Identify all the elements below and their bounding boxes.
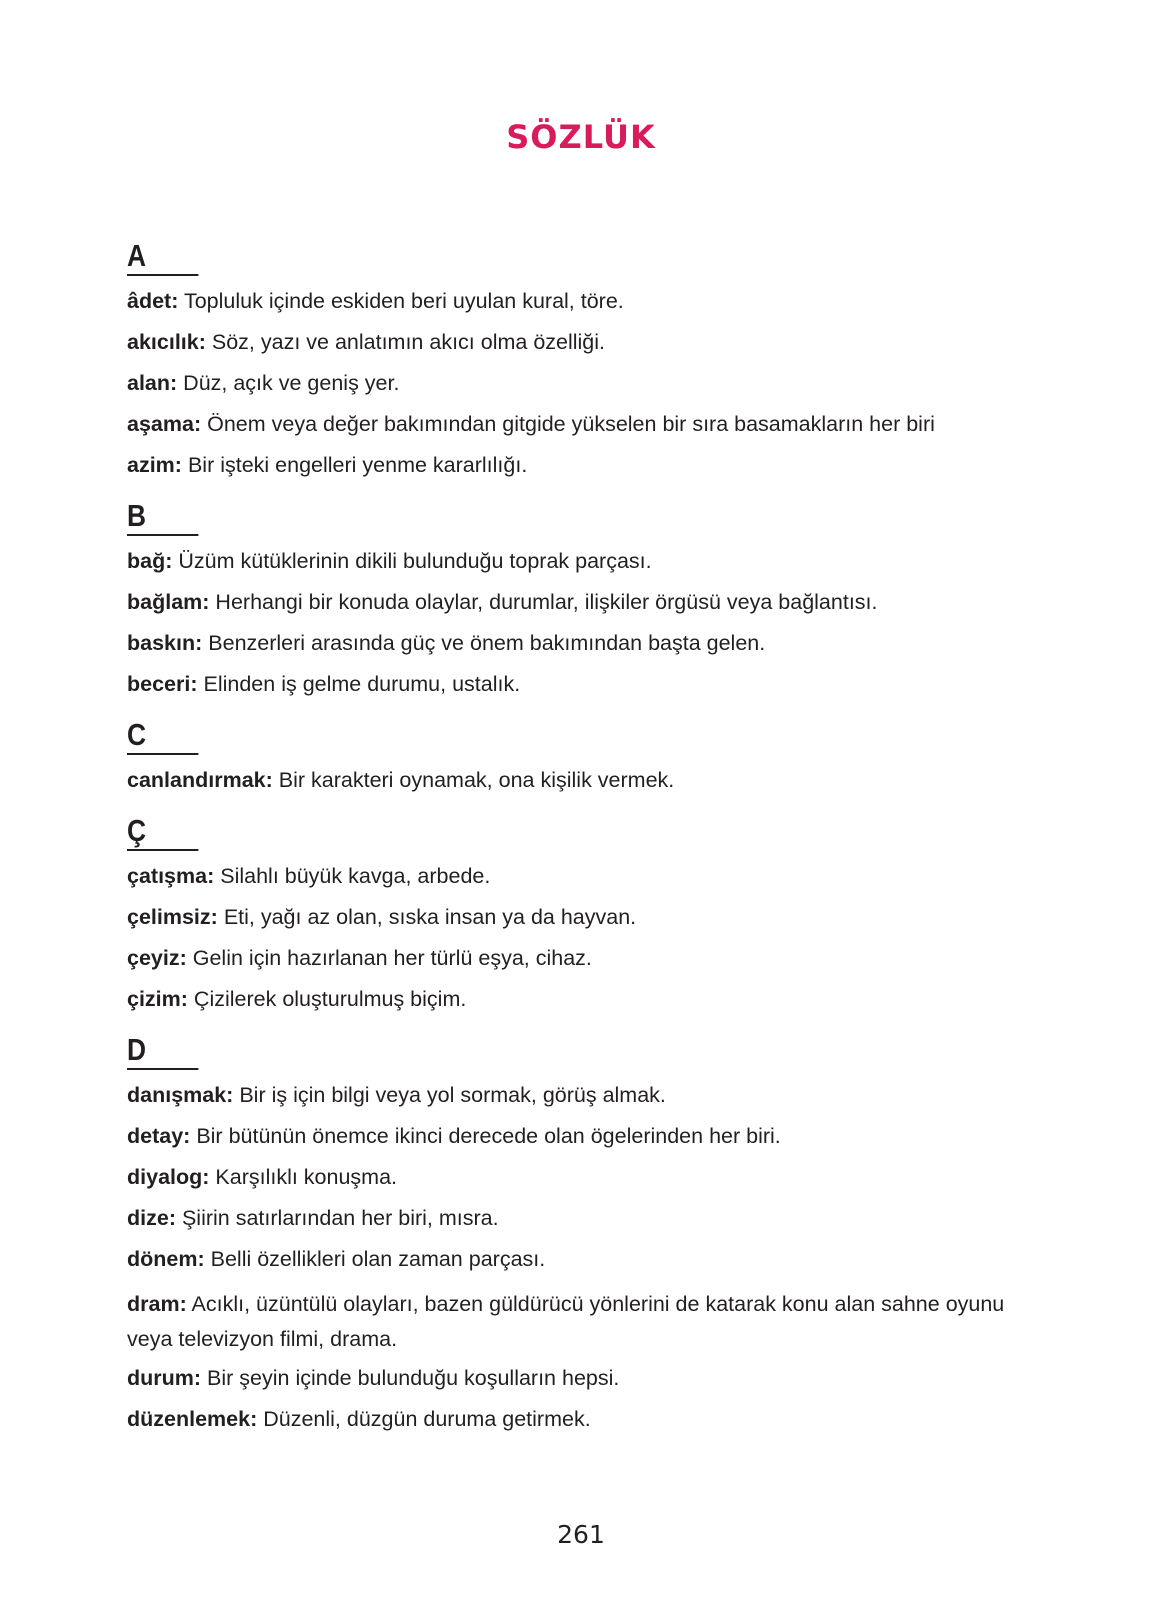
glossary-entry bbox=[127, 904, 1047, 930]
entry-term: aşama: bbox=[127, 412, 202, 436]
glossary-entry bbox=[127, 329, 1047, 355]
entry-definition: Elinden iş gelme durumu, ustalık. bbox=[203, 672, 521, 696]
section-letter: B bbox=[127, 498, 198, 536]
entry-term: dönem: bbox=[127, 1247, 205, 1271]
glossary-entry bbox=[127, 1123, 1047, 1149]
glossary-entry bbox=[127, 863, 1047, 889]
entry-definition: Topluluk içinde eskiden beri uyulan kural, töre. bbox=[183, 289, 624, 313]
section-letter: Ç bbox=[127, 813, 198, 851]
entry-term: durum: bbox=[127, 1366, 202, 1390]
glossary-entry bbox=[127, 1365, 1047, 1391]
section-letter: D bbox=[127, 1032, 198, 1070]
entry-definition: Düzenli, düzgün duruma getirmek. bbox=[263, 1407, 591, 1431]
entry-term: diyalog: bbox=[127, 1165, 210, 1189]
glossary-entry bbox=[127, 986, 1047, 1012]
glossary-entry bbox=[127, 411, 1047, 437]
entry-term: çeyiz: bbox=[127, 946, 187, 970]
entry-term: dram: bbox=[127, 1292, 187, 1316]
glossary-entry bbox=[127, 288, 1047, 314]
entry-definition: Bir karakteri oynamak, ona kişilik vermek. bbox=[278, 768, 675, 792]
glossary-entry bbox=[127, 945, 1047, 971]
glossary-entry bbox=[127, 452, 1047, 478]
glossary-entry bbox=[127, 1082, 1047, 1108]
glossary-entry bbox=[127, 370, 1047, 396]
entry-definition: Silahlı büyük kavga, arbede. bbox=[220, 864, 491, 888]
glossary-entry bbox=[127, 630, 1047, 656]
entry-term: detay: bbox=[127, 1124, 191, 1148]
entry-definition: Belli özellikleri olan zaman parçası. bbox=[210, 1247, 546, 1271]
section-letter: C bbox=[127, 717, 198, 755]
glossary bbox=[127, 238, 1047, 1452]
section-d bbox=[127, 1032, 1047, 1432]
entry-definition: Bir işteki engelleri yenme kararlılığı. bbox=[187, 453, 528, 477]
section-c-cedilla bbox=[127, 813, 1047, 1012]
entry-term: çatışma: bbox=[127, 864, 215, 888]
glossary-entry bbox=[127, 1205, 1047, 1231]
entry-term: âdet: bbox=[127, 289, 179, 313]
entry-definition: Herhangi bir konuda olaylar, durumlar, ilişkiler örgüsü veya bağlantısı. bbox=[215, 590, 878, 614]
entry-definition: Benzerleri arasında güç ve önem bakımından başta gelen. bbox=[208, 631, 766, 655]
glossary-entry bbox=[127, 1246, 1047, 1272]
glossary-entry bbox=[127, 1164, 1047, 1190]
entry-term: düzenlemek: bbox=[127, 1407, 258, 1431]
glossary-entry bbox=[127, 548, 1047, 574]
entry-term: bağlam: bbox=[127, 590, 210, 614]
entry-term: çelimsiz: bbox=[127, 905, 218, 929]
glossary-entry bbox=[127, 589, 1047, 615]
section-letter: A bbox=[127, 238, 198, 276]
entry-term: danışmak: bbox=[127, 1083, 234, 1107]
section-b bbox=[127, 498, 1047, 697]
glossary-entry bbox=[127, 1287, 1047, 1357]
entry-definition: Bir şeyin içinde bulunduğu koşulların hepsi. bbox=[207, 1366, 620, 1390]
entry-definition: Gelin için hazırlanan her türlü eşya, cihaz. bbox=[192, 946, 592, 970]
entry-definition: Söz, yazı ve anlatımın akıcı olma özelliği. bbox=[211, 330, 606, 354]
entry-term: dize: bbox=[127, 1206, 176, 1230]
page-number: 261 bbox=[557, 1520, 605, 1549]
entry-term: alan: bbox=[127, 371, 178, 395]
page-title: SÖZLÜK bbox=[506, 118, 656, 156]
entry-definition: Bir iş için bilgi veya yol sormak, görüş almak. bbox=[239, 1083, 666, 1107]
entry-term: çizim: bbox=[127, 987, 188, 1011]
entry-definition: Şiirin satırlarından her biri, mısra. bbox=[181, 1206, 499, 1230]
entry-term: canlandırmak: bbox=[127, 768, 273, 792]
entry-definition: Karşılıklı konuşma. bbox=[215, 1165, 398, 1189]
glossary-entry bbox=[127, 767, 1047, 793]
glossary-entry bbox=[127, 671, 1047, 697]
entry-definition: Acıklı, üzüntülü olayları, bazen güldürücü yönlerini de katarak konu alan sahne oyunu veya televizyon filmi, drama. bbox=[127, 1292, 1005, 1351]
entry-definition: Eti, yağı az olan, sıska insan ya da hayvan. bbox=[223, 905, 637, 929]
entry-definition: Bir bütünün önemce ikinci derecede olan ögelerinden her biri. bbox=[196, 1124, 781, 1148]
glossary-entry bbox=[127, 1406, 1047, 1432]
entry-term: bağ: bbox=[127, 549, 173, 573]
entry-definition: Üzüm kütüklerinin dikili bulunduğu toprak parçası. bbox=[178, 549, 652, 573]
entry-term: baskın: bbox=[127, 631, 203, 655]
entry-term: azim: bbox=[127, 453, 182, 477]
section-a bbox=[127, 238, 1047, 478]
entry-definition: Düz, açık ve geniş yer. bbox=[183, 371, 400, 395]
section-c bbox=[127, 717, 1047, 793]
entry-term: beceri: bbox=[127, 672, 198, 696]
entry-definition: Çizilerek oluşturulmuş biçim. bbox=[193, 987, 467, 1011]
entry-definition: Önem veya değer bakımından gitgide yükselen bir sıra basamakların her biri bbox=[207, 412, 935, 436]
entry-term: akıcılık: bbox=[127, 330, 206, 354]
